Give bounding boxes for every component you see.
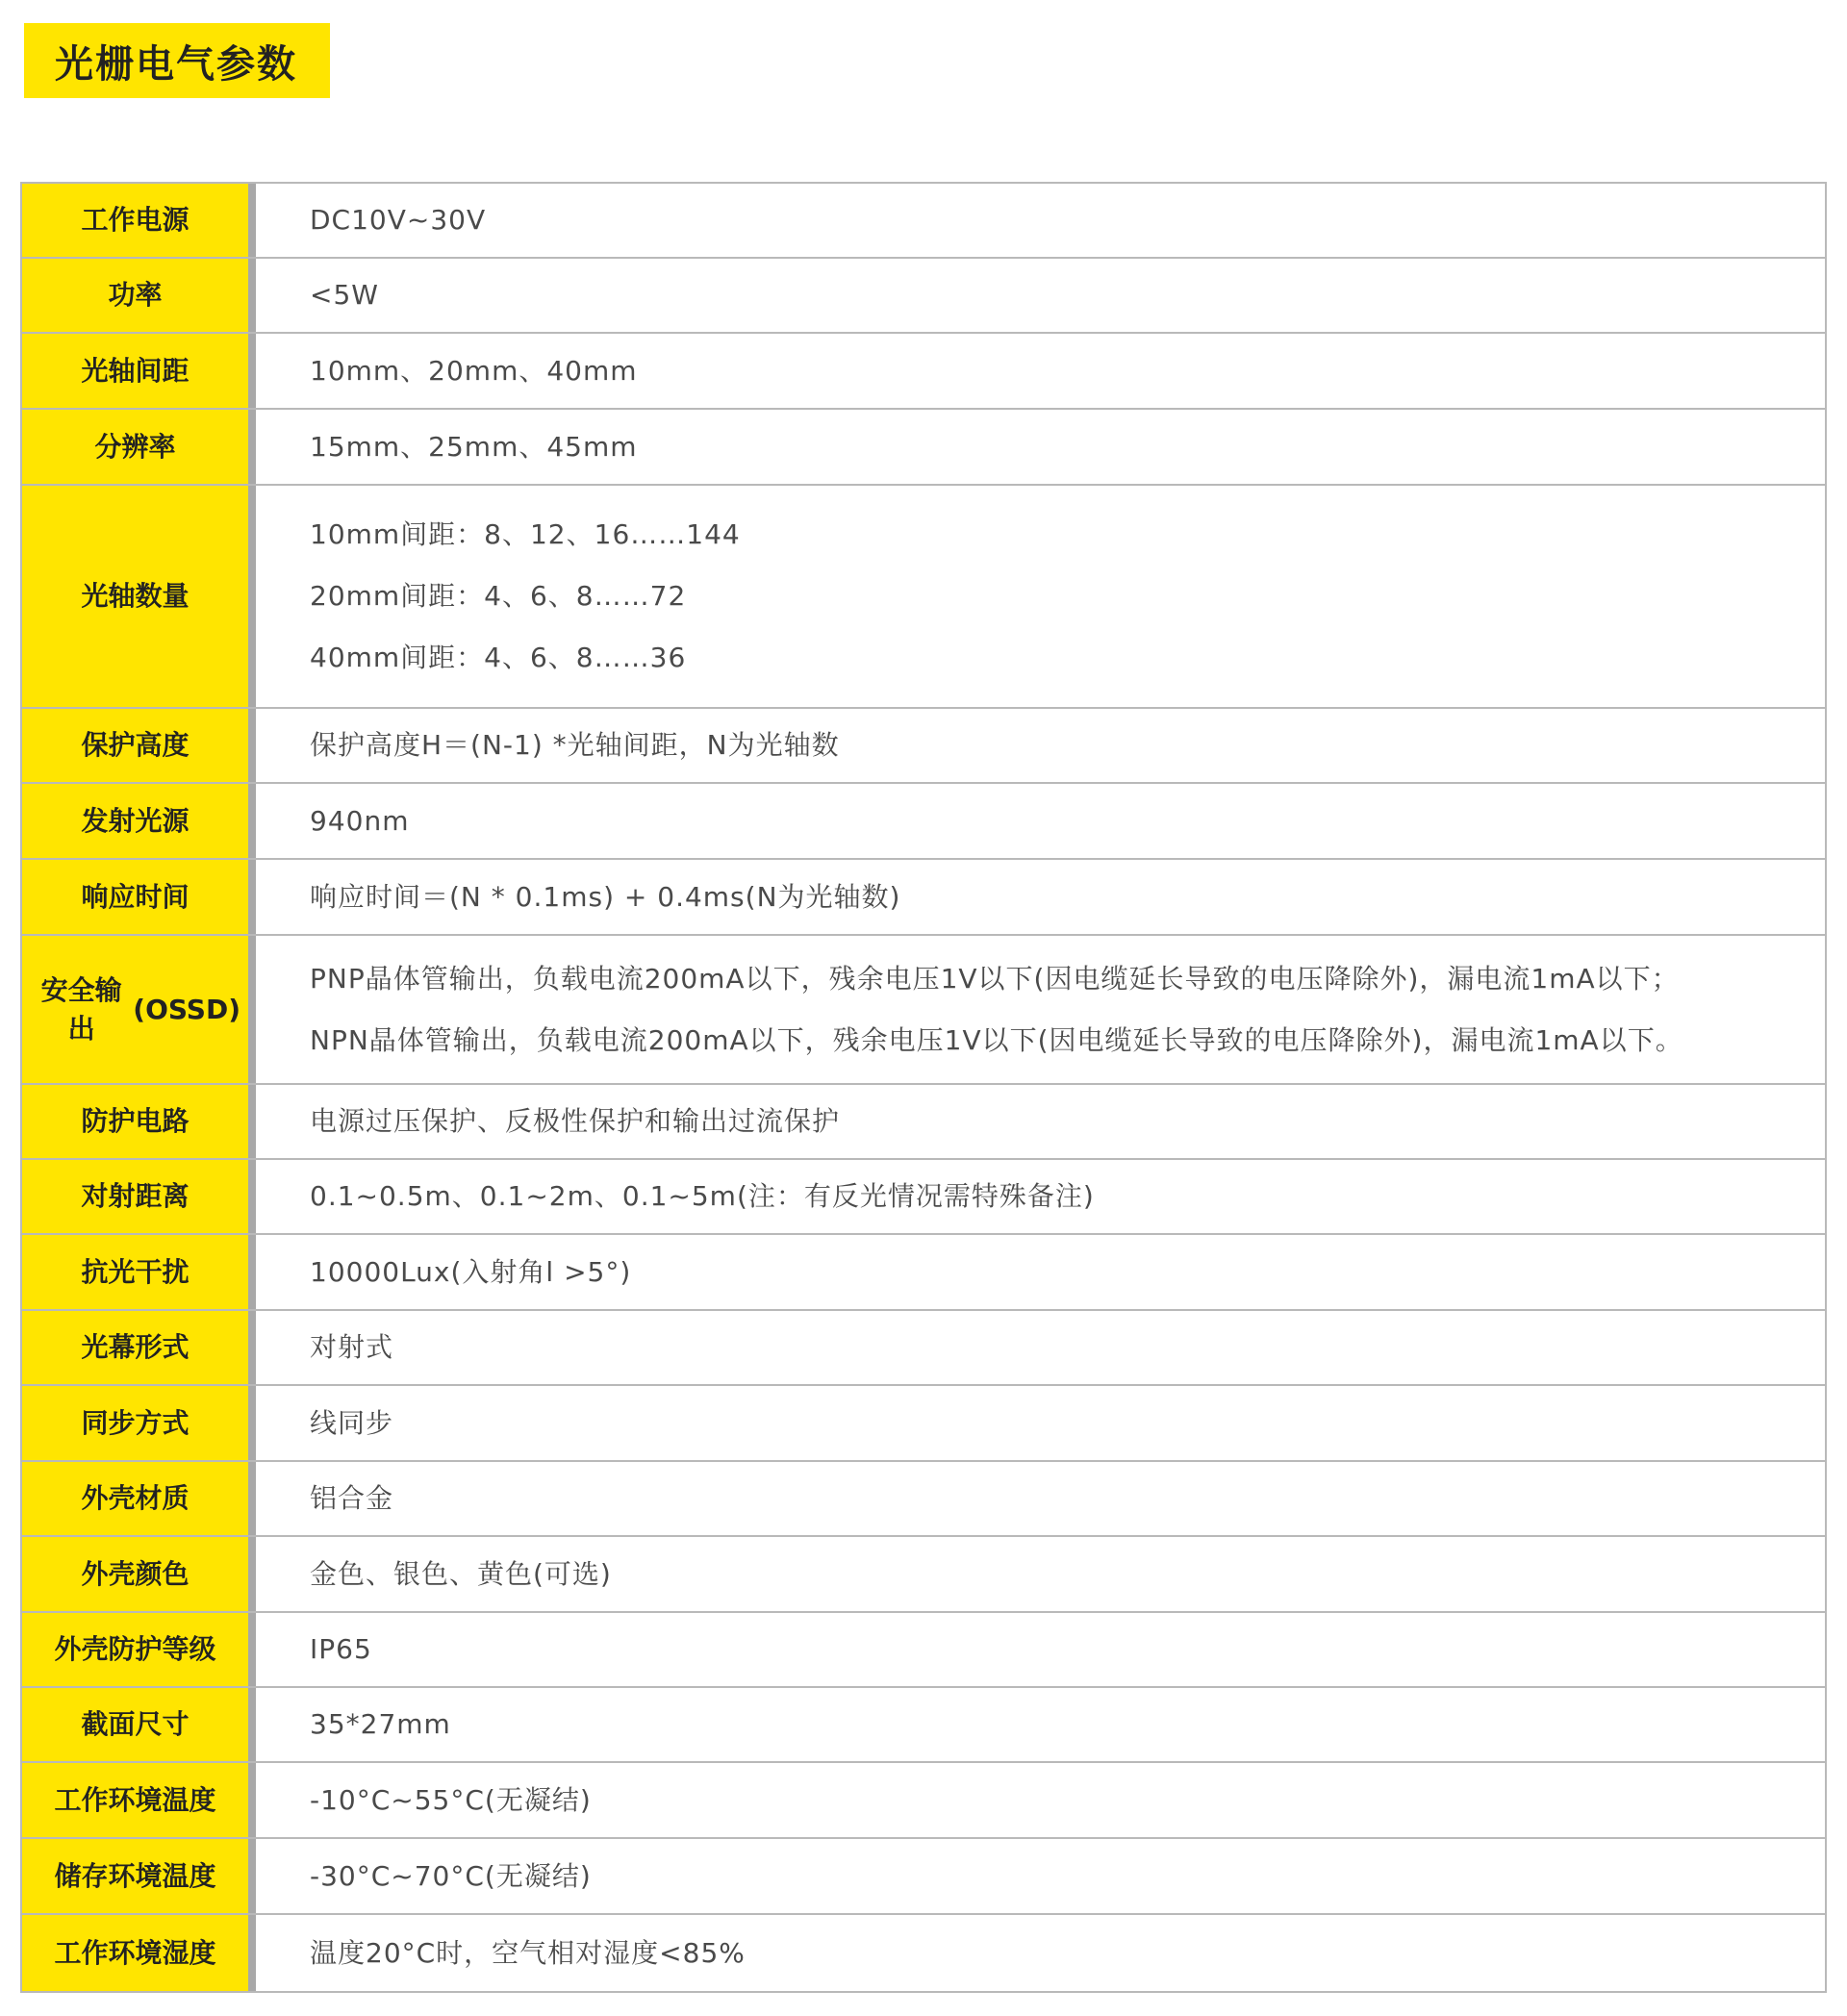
row-label: 工作环境湿度	[22, 1915, 256, 1991]
table-row	[22, 1763, 1825, 1839]
table-row	[22, 1462, 1825, 1537]
table-row	[22, 1915, 1825, 1991]
row-label: 光轴间距	[22, 334, 256, 408]
table-row	[22, 410, 1825, 486]
row-label: 保护高度	[22, 709, 256, 782]
row-label: 储存环境温度	[22, 1839, 256, 1913]
value-line: 铝合金	[310, 1482, 394, 1514]
row-label: 外壳颜色	[22, 1537, 256, 1611]
table-row	[22, 1537, 1825, 1613]
table-row	[22, 1688, 1825, 1763]
row-value	[256, 410, 1825, 484]
value-line: 响应时间＝(N * 0.1ms) + 0.4ms(N为光轴数)	[310, 880, 901, 913]
row-label	[22, 936, 256, 1083]
value-line: -30°C~70°C(无凝结)	[310, 1859, 592, 1892]
row-value	[256, 1311, 1825, 1384]
value-line: <5W	[310, 279, 379, 311]
table-row	[22, 1235, 1825, 1311]
row-label: 光幕形式	[22, 1311, 256, 1384]
spec-table	[20, 182, 1827, 1993]
row-label: 工作电源	[22, 184, 256, 257]
row-value	[256, 1839, 1825, 1913]
row-label: 对射距离	[22, 1160, 256, 1233]
table-row	[22, 1613, 1825, 1688]
row-value	[256, 1235, 1825, 1309]
row-value	[256, 1085, 1825, 1158]
row-label-line: 安全输出	[40, 973, 122, 1045]
table-row	[22, 784, 1825, 860]
value-line: 对射式	[310, 1331, 394, 1363]
value-line: 940nm	[310, 804, 410, 837]
row-value	[256, 486, 1825, 707]
row-label: 外壳材质	[22, 1462, 256, 1535]
value-line: 20mm间距：4、6、8……72	[310, 580, 687, 612]
value-line: IP65	[310, 1633, 372, 1665]
table-row	[22, 486, 1825, 709]
value-line: 10mm间距：8、12、16……144	[310, 518, 741, 550]
row-label: 工作环境温度	[22, 1763, 256, 1837]
value-line: 金色、银色、黄色(可选)	[310, 1557, 612, 1590]
row-value	[256, 1915, 1825, 1991]
table-row	[22, 860, 1825, 936]
value-line: -10°C~55°C(无凝结)	[310, 1783, 592, 1816]
row-value	[256, 860, 1825, 934]
value-line: DC10V~30V	[310, 204, 487, 236]
value-line: PNP晶体管输出，负载电流200mA以下，残余电压1V以下(因电缆延长导致的电压降除外)，漏电流1mA以下；	[310, 962, 1680, 995]
row-value	[256, 1688, 1825, 1761]
row-value	[256, 259, 1825, 332]
row-label: 截面尺寸	[22, 1688, 256, 1761]
row-label: 防护电路	[22, 1085, 256, 1158]
table-row	[22, 1311, 1825, 1386]
value-line: 电源过压保护、反极性保护和输出过流保护	[310, 1105, 841, 1137]
row-value	[256, 1537, 1825, 1611]
row-label: 光轴数量	[22, 486, 256, 707]
value-line: 40mm间距：4、6、8……36	[310, 642, 687, 673]
table-row	[22, 184, 1825, 259]
row-label: 抗光干扰	[22, 1235, 256, 1309]
value-line: 温度20°C时，空气相对湿度<85%	[310, 1936, 746, 1969]
value-line: 线同步	[310, 1406, 394, 1439]
row-value	[256, 1386, 1825, 1460]
row-label: 分辨率	[22, 410, 256, 484]
table-row	[22, 259, 1825, 334]
table-row	[22, 936, 1825, 1085]
value-line: 保护高度H＝(N-1) *光轴间距，N为光轴数	[310, 729, 840, 761]
value-line: NPN晶体管输出，负载电流200mA以下，残余电压1V以下(因电缆延长导致的电压降除外)，漏电流1mA以下。	[310, 1023, 1683, 1056]
row-value	[256, 1613, 1825, 1686]
table-row	[22, 1386, 1825, 1462]
row-label: 功率	[22, 259, 256, 332]
row-label-line: (OSSD)	[133, 993, 240, 1025]
table-row	[22, 334, 1825, 410]
row-value	[256, 1462, 1825, 1535]
row-label: 发射光源	[22, 784, 256, 858]
value-line: 15mm、25mm、45mm	[310, 430, 638, 463]
value-line: 0.1~0.5m、0.1~2m、0.1~5m(注：有反光情况需特殊备注)	[310, 1180, 1095, 1212]
table-row	[22, 1839, 1825, 1915]
row-label: 同步方式	[22, 1386, 256, 1460]
row-value	[256, 709, 1825, 782]
page-title: 光栅电气参数	[24, 23, 330, 98]
row-label: 响应时间	[22, 860, 256, 934]
row-value	[256, 1763, 1825, 1837]
row-value	[256, 184, 1825, 257]
table-row	[22, 1085, 1825, 1160]
row-label: 外壳防护等级	[22, 1613, 256, 1686]
row-value	[256, 1160, 1825, 1233]
value-line: 10000Lux(入射角l >5°)	[310, 1255, 632, 1288]
value-line: 10mm、20mm、40mm	[310, 354, 638, 387]
row-value	[256, 334, 1825, 408]
table-row	[22, 709, 1825, 784]
value-line: 35*27mm	[310, 1708, 451, 1740]
table-row	[22, 1160, 1825, 1235]
row-value	[256, 936, 1825, 1083]
row-value	[256, 784, 1825, 858]
